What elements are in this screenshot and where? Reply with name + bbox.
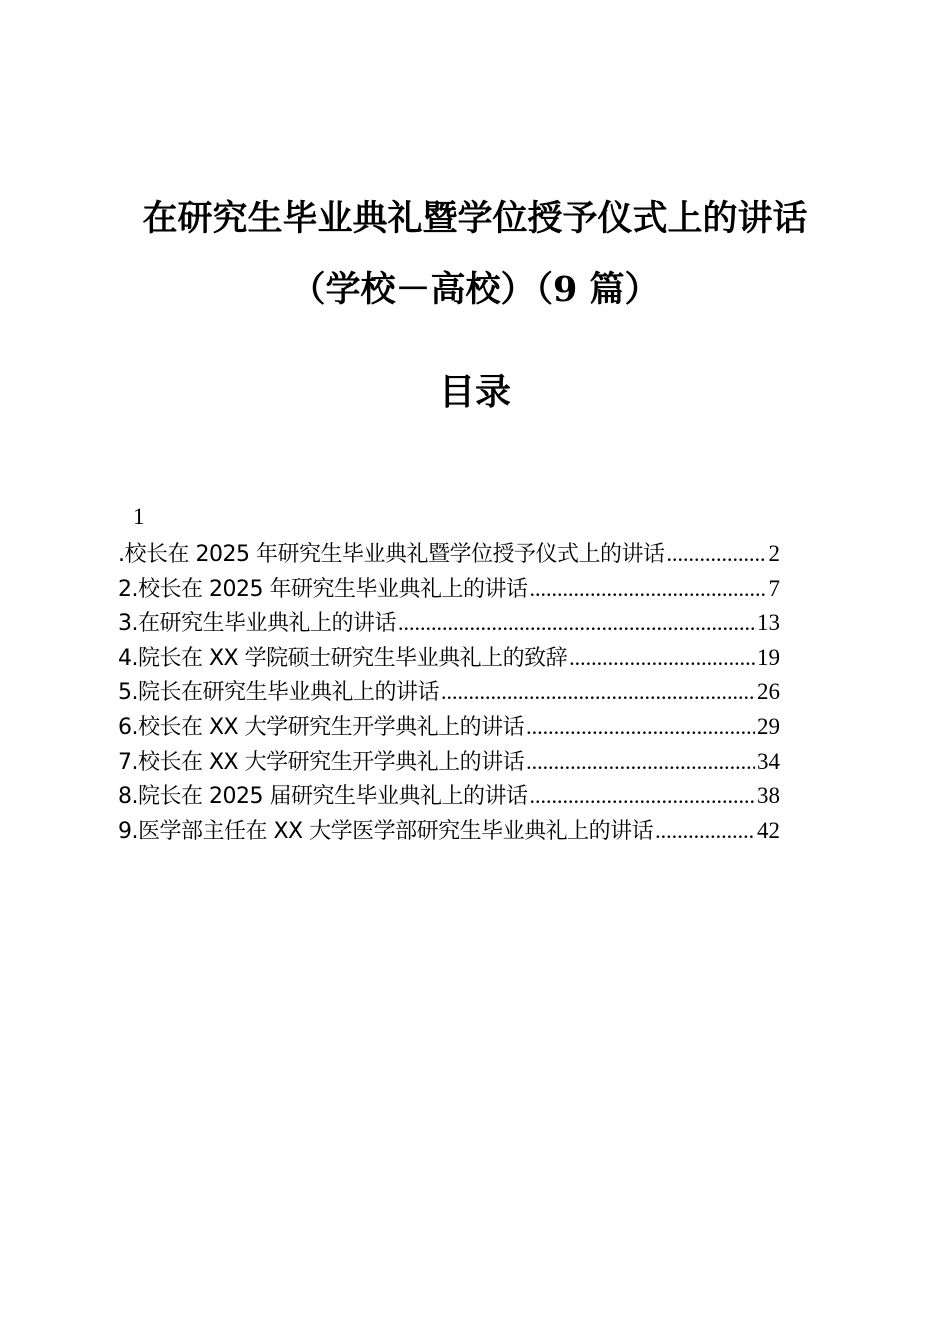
toc-item-page: 38 <box>757 783 780 809</box>
toc-item-title: 6.校长在 XX 大学研究生开学典礼上的讲话 <box>118 714 525 740</box>
toc-item-title: 5.院长在研究生毕业典礼上的讲话 <box>118 680 439 706</box>
toc-item[interactable] <box>118 779 780 814</box>
toc-item-page: 19 <box>757 644 780 670</box>
toc-leader-dots <box>569 641 755 676</box>
document-title-line-1: 在研究生毕业典礼暨学位授予仪式上的讲话 <box>142 198 808 239</box>
toc-item-title: 3.在研究生毕业典礼上的讲话 <box>118 611 396 637</box>
toc-leader-dots <box>398 606 755 641</box>
toc-leader-dots <box>526 745 755 780</box>
toc-leader-dots <box>655 814 755 849</box>
toc-item-title: 4.院长在 XX 学院硕士研究生毕业典礼上的致辞 <box>118 645 568 671</box>
toc-item-page: 34 <box>757 748 780 774</box>
toc-heading: 目录 <box>438 371 511 413</box>
toc-item[interactable] <box>118 745 780 780</box>
toc-item-page: 7 <box>768 575 780 601</box>
toc-leader-dots <box>526 710 755 745</box>
toc-item-page: 13 <box>757 610 780 636</box>
toc-item-page: 29 <box>757 713 780 739</box>
toc-item[interactable] <box>118 675 780 710</box>
toc-item-page: 2 <box>768 541 780 566</box>
toc-item[interactable] <box>118 572 780 607</box>
toc-item-page: 26 <box>757 679 780 705</box>
toc-leader-dots <box>529 572 766 607</box>
toc-item[interactable] <box>118 606 780 641</box>
toc-item[interactable] <box>118 710 780 745</box>
toc-item-title: 9.医学部主任在 XX 大学医学部研究生毕业典礼上的讲话 <box>118 818 654 844</box>
toc-item[interactable] <box>118 641 780 676</box>
toc-item[interactable] <box>118 814 780 849</box>
toc-item-title: 8.院长在 2025 届研究生毕业典礼上的讲话 <box>118 784 528 810</box>
toc-item-title: 2.校长在 2025 年研究生毕业典礼上的讲话 <box>118 576 528 602</box>
toc-leader-dots <box>529 779 755 814</box>
toc-item[interactable] <box>118 537 780 572</box>
document-title-line-2: （学校－高校）（9 篇） <box>290 269 660 310</box>
toc-first-item-number: 1 <box>133 504 145 529</box>
toc-item-page: 42 <box>757 817 780 843</box>
toc-item-title: 7.校长在 XX 大学研究生开学典礼上的讲话 <box>118 749 525 775</box>
toc-leader-dots <box>441 675 755 710</box>
toc-leader-dots <box>666 537 766 572</box>
toc-list <box>118 537 780 848</box>
toc-item-title: .校长在 2025 年研究生毕业典礼暨学位授予仪式上的讲话 <box>118 542 665 567</box>
